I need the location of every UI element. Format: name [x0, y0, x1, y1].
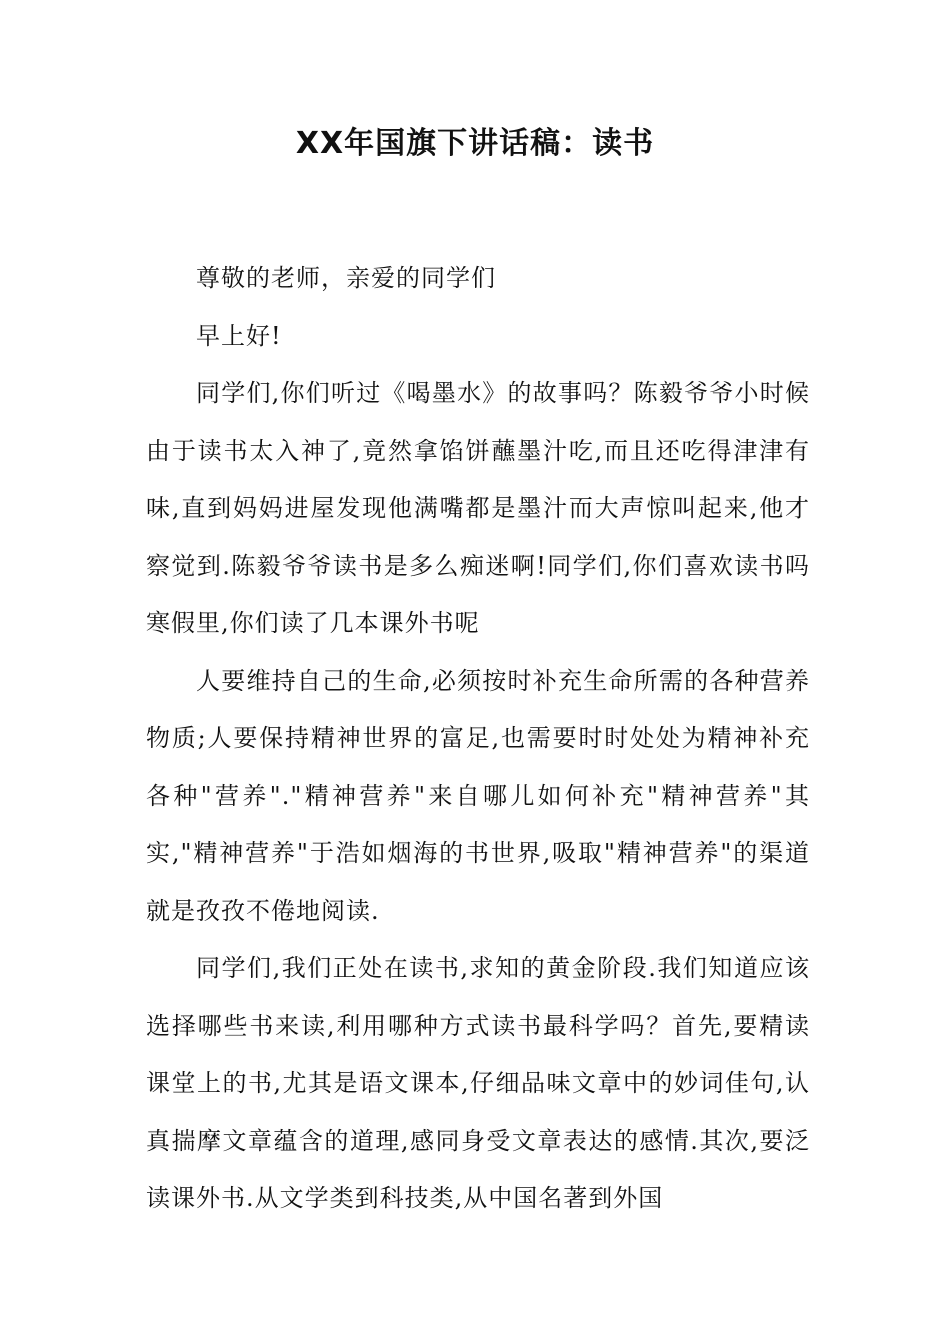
document-body: [146, 250, 810, 1228]
nutrition-paragraph: 人要维持自己的生命,必须按时补充生命所需的各种营养物质;人要保持精神世界的富足,也需要时时处处为精神补充各种"营养"."精神营养"来自哪儿如何补充"精神营养"其实,"精神营养"于浩如烟海的书世界,吸取"精神营养"的渠道就是孜孜不倦地阅读.: [146, 666, 810, 925]
greeting-paragraph: 早上好!: [196, 321, 282, 350]
story-paragraph: 同学们,你们听过《喝墨水》的故事吗？陈毅爷爷小时候由于读书太入神了,竟然拿馅饼蘸墨汁吃,而且还吃得津津有味,直到妈妈进屋发现他满嘴都是墨汁而大声惊叫起来,他才察觉到.陈毅爷爷读书是多么痴迷啊!同学们,你们喜欢读书吗寒假里,你们读了几本课外书呢: [146, 379, 810, 637]
reading-method-paragraph: 同学们,我们正处在读书,求知的黄金阶段.我们知道应该选择哪些书来读,利用哪种方式读书最科学吗？首先,要精读课堂上的书,尤其是语文课本,仔细品味文章中的妙词佳句,认真揣摩文章蕴含的道理,感同身受文章表达的感情.其次,要泛读课外书.从文学类到科技类,从中国名著到外国: [146, 954, 810, 1212]
document-title: XX年国旗下讲话稿：读书: [295, 126, 655, 161]
salutation-paragraph: 尊敬的老师，亲爱的同学们: [196, 264, 496, 292]
